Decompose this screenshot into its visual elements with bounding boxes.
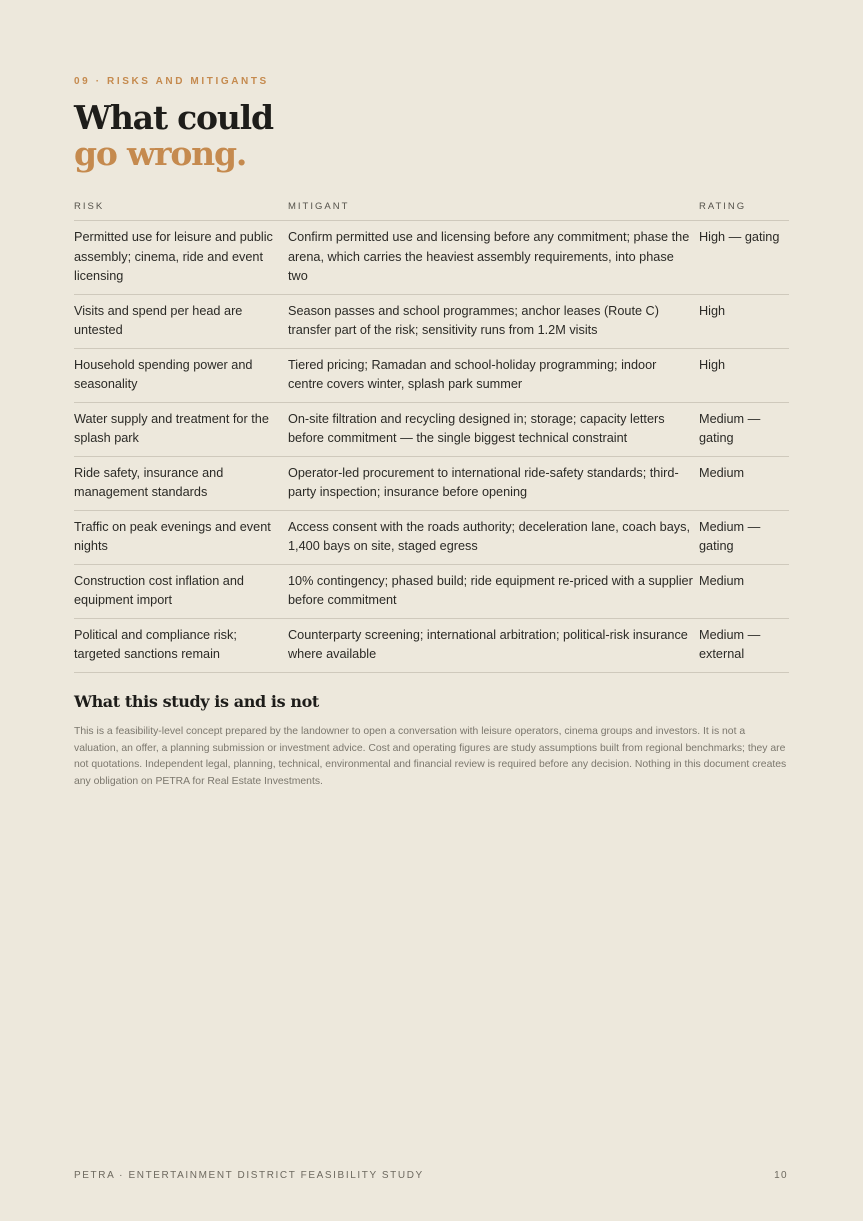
rating-cell: High bbox=[699, 348, 789, 402]
risk-cell: Political and compliance risk; targeted sanctions remain bbox=[74, 618, 288, 672]
table-row bbox=[74, 510, 789, 564]
rating-cell: Medium bbox=[699, 564, 789, 618]
risk-cell: Water supply and treatment for the splash park bbox=[74, 402, 288, 456]
title-line-1: What could bbox=[74, 98, 273, 137]
rating-cell: High — gating bbox=[699, 221, 789, 295]
mitigant-cell: Season passes and school programmes; anchor leases (Route C) transfer part of the risk; sensitivity runs from 1.2M visits bbox=[288, 294, 699, 348]
table-header-row bbox=[74, 193, 789, 221]
rating-cell: Medium — gating bbox=[699, 510, 789, 564]
rating-cell: Medium bbox=[699, 456, 789, 510]
risk-cell: Visits and spend per head are untested bbox=[74, 294, 288, 348]
mitigant-cell: Operator-led procurement to international ride-safety standards; third-party inspection; insurance before opening bbox=[288, 456, 699, 510]
risk-cell: Traffic on peak evenings and event nights bbox=[74, 510, 288, 564]
mitigant-cell: Confirm permitted use and licensing before any commitment; phase the arena, which carries the heaviest assembly requirements, into phase two bbox=[288, 221, 699, 295]
mitigant-cell: Tiered pricing; Ramadan and school-holiday programming; indoor centre covers winter, splash park summer bbox=[288, 348, 699, 402]
table-row bbox=[74, 564, 789, 618]
risk-cell: Construction cost inflation and equipment import bbox=[74, 564, 288, 618]
mitigant-cell: Counterparty screening; international arbitration; political-risk insurance where available bbox=[288, 618, 699, 672]
mitigant-cell: On-site filtration and recycling designed in; storage; capacity letters before commitment — the single biggest technical constraint bbox=[288, 402, 699, 456]
table-row bbox=[74, 294, 789, 348]
title-line-2: go wrong. bbox=[74, 134, 247, 173]
page-number: 10 bbox=[774, 1170, 788, 1181]
table-row bbox=[74, 618, 789, 672]
header-risk: RISK bbox=[74, 193, 288, 221]
rating-cell: High bbox=[699, 294, 789, 348]
rating-cell: Medium — external bbox=[699, 618, 789, 672]
table-row bbox=[74, 402, 789, 456]
table-row bbox=[74, 456, 789, 510]
risk-table bbox=[74, 193, 789, 673]
risk-cell: Permitted use for leisure and public assembly; cinema, ride and event licensing bbox=[74, 221, 288, 295]
mitigant-cell: Access consent with the roads authority; deceleration lane, coach bays, 1,400 bays on site, staged egress bbox=[288, 510, 699, 564]
risk-cell: Ride safety, insurance and management standards bbox=[74, 456, 288, 510]
header-rating: RATING bbox=[699, 193, 789, 221]
table-row bbox=[74, 348, 789, 402]
page-title bbox=[74, 100, 273, 172]
table-row bbox=[74, 221, 789, 295]
section-label: 09 · RISKS AND MITIGANTS bbox=[74, 76, 269, 87]
risk-cell: Household spending power and seasonality bbox=[74, 348, 288, 402]
rating-cell: Medium — gating bbox=[699, 402, 789, 456]
disclaimer-body: This is a feasibility-level concept prepared by the landowner to open a conversation with leisure operators, cinema groups and investors. It is not a valuation, an offer, a planning submission or investment advice. Cost and operating figures are study assumptions built from regional benchmarks; they are not quotations. Independent legal, planning, technical, environmental and financial review is required before any decision. Nothing in this document creates any obligation on PETRA for Real Estate Investments. bbox=[74, 726, 787, 787]
header-mitigant: MITIGANT bbox=[288, 193, 699, 221]
footer-document-title: PETRA · ENTERTAINMENT DISTRICT FEASIBILITY STUDY bbox=[74, 1170, 424, 1181]
disclaimer-title: What this study is and is not bbox=[74, 692, 319, 711]
mitigant-cell: 10% contingency; phased build; ride equipment re-priced with a supplier before commitment bbox=[288, 564, 699, 618]
